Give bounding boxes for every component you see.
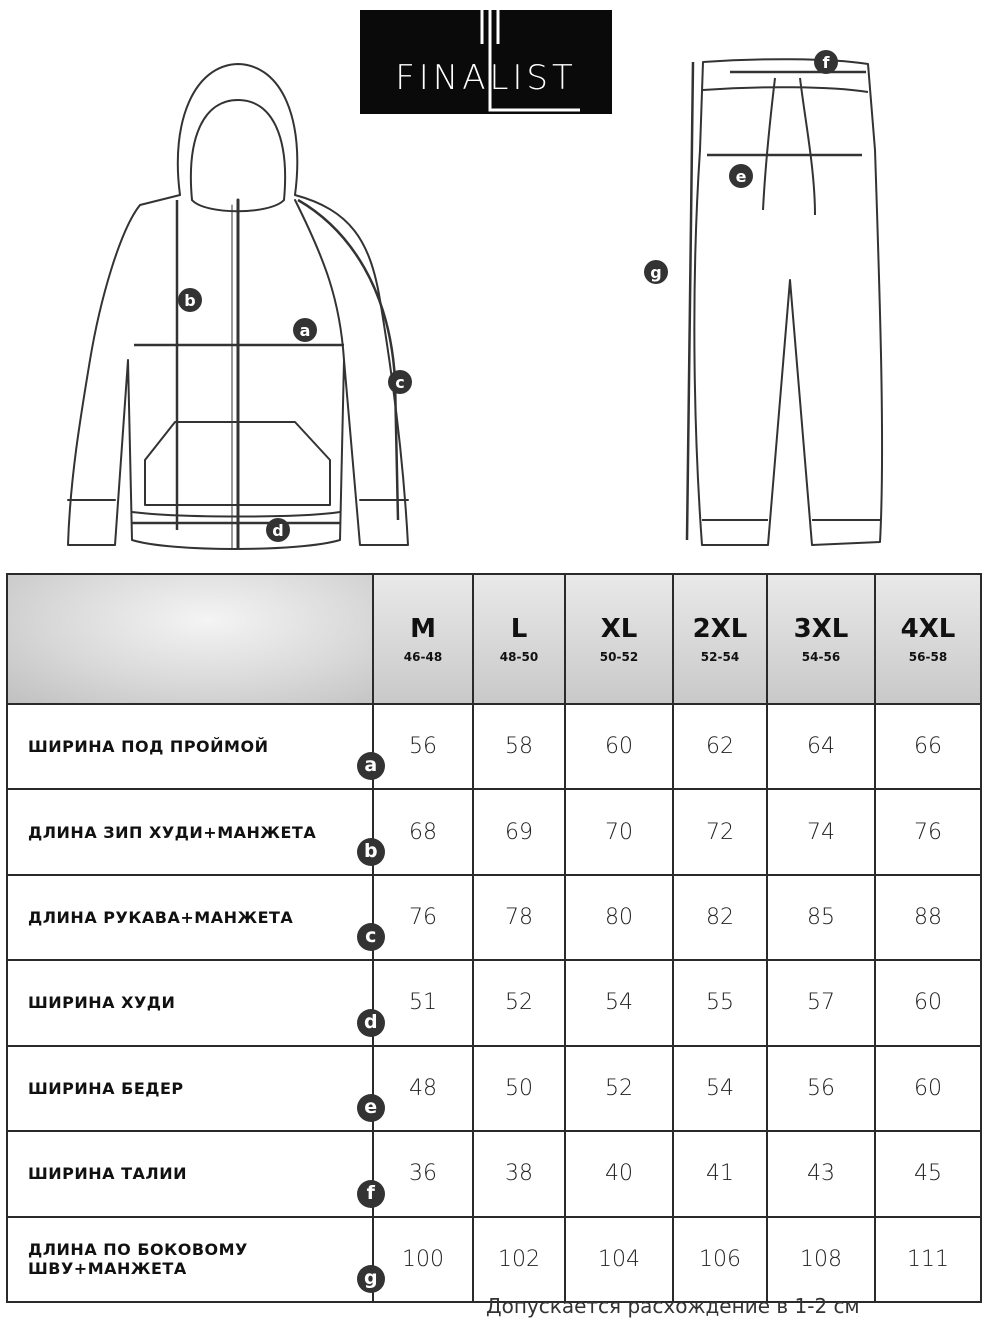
- table-row: [7, 960, 981, 1045]
- marker-c-text: c: [395, 373, 405, 392]
- row-label: ШИРИНА ТАЛИИ: [28, 1164, 187, 1184]
- table-cell: 68: [373, 789, 473, 874]
- pants-measure-lines: [687, 62, 866, 540]
- row-marker: c: [357, 923, 385, 951]
- table-cell: 52: [565, 1046, 673, 1131]
- marker-a-text: a: [299, 321, 311, 340]
- row-label: ШИРИНА БЕДЕР: [28, 1078, 184, 1098]
- table-cell: 56: [767, 1046, 875, 1131]
- table-cell: 57: [767, 960, 875, 1045]
- table-cell: 76: [373, 875, 473, 960]
- table-row: [7, 875, 981, 960]
- table-cell: 60: [875, 1046, 981, 1131]
- pants-markers: [644, 50, 838, 284]
- marker-g-text: g: [650, 263, 662, 282]
- table-row: [7, 789, 981, 874]
- marker-f-text: f: [822, 53, 830, 72]
- table-cell: 78: [473, 875, 565, 960]
- row-label: ШИРИНА ХУДИ: [28, 993, 176, 1013]
- size-header-3xl: 3XL 54-56: [767, 574, 875, 704]
- table-cell: 40: [565, 1131, 673, 1216]
- table-cell: 66: [875, 704, 981, 789]
- table-cell: 51: [373, 960, 473, 1045]
- row-label-cell: [7, 789, 379, 874]
- table-cell: 56: [373, 704, 473, 789]
- table-cell: 58: [473, 704, 565, 789]
- table-cell: 64: [767, 704, 875, 789]
- row-label-cell: [7, 1217, 379, 1302]
- table-cell: 36: [373, 1131, 473, 1216]
- row-label-cell: [7, 875, 377, 960]
- table-cell: 104: [565, 1217, 673, 1302]
- table-cell: 85: [767, 875, 875, 960]
- table-cell: 100: [373, 1217, 473, 1302]
- table-cell: 76: [875, 789, 981, 874]
- table-cell: 43: [767, 1131, 875, 1216]
- table-cell: 54: [565, 960, 673, 1045]
- table-row: [7, 1131, 981, 1216]
- row-marker: b: [357, 838, 385, 866]
- table-cell: 52: [473, 960, 565, 1045]
- pants-drawing: [694, 59, 882, 545]
- row-label-cell: [7, 1131, 376, 1216]
- row-marker: a: [357, 752, 385, 780]
- table-cell: 70: [565, 789, 673, 874]
- hoodie-markers: [178, 288, 412, 542]
- marker-d-text: d: [272, 521, 284, 540]
- table-cell: 54: [673, 1046, 767, 1131]
- table-cell: 55: [673, 960, 767, 1045]
- size-chart-table: [6, 573, 982, 1303]
- table-row: [7, 1046, 981, 1131]
- size-header-2xl: 2XL 52-54: [673, 574, 767, 704]
- tolerance-note: Допускается расхождение в 1-2 см: [486, 1294, 860, 1318]
- row-label: ДЛИНА ПО БОКОВОМУ ШВУ+МАНЖЕТА: [28, 1240, 248, 1279]
- table-cell: 48: [373, 1046, 473, 1131]
- hoodie-measure-lines: [132, 200, 398, 530]
- size-header-xl: XL 50-52: [565, 574, 673, 704]
- marker-b-text: b: [184, 291, 196, 310]
- table-cell: 74: [767, 789, 875, 874]
- row-label: ШИРИНА ПОД ПРОЙМОЙ: [28, 737, 269, 757]
- table-cell: 45: [875, 1131, 981, 1216]
- row-label: ДЛИНА РУКАВА+МАНЖЕТА: [28, 908, 294, 928]
- row-label: ДЛИНА ЗИП ХУДИ+МАНЖЕТА: [28, 822, 317, 842]
- row-label-cell: [7, 1046, 378, 1131]
- table-cell: 111: [875, 1217, 981, 1302]
- table-cell: 80: [565, 875, 673, 960]
- table-row: [7, 704, 981, 789]
- table-cell: 60: [565, 704, 673, 789]
- table-cell: 62: [673, 704, 767, 789]
- table-cell: 41: [673, 1131, 767, 1216]
- table-cell: 72: [673, 789, 767, 874]
- hoodie-drawing: [68, 64, 408, 549]
- table-cell: 69: [473, 789, 565, 874]
- size-header-4xl: 4XL 56-58: [875, 574, 981, 704]
- table-cell: 50: [473, 1046, 565, 1131]
- header-corner-cell: [7, 574, 373, 704]
- row-marker: f: [357, 1180, 385, 1208]
- row-label-cell: [7, 960, 379, 1045]
- table-cell: 102: [473, 1217, 565, 1302]
- size-header-m: M 46-48: [373, 574, 473, 704]
- size-header-row: [7, 574, 981, 704]
- row-marker: d: [357, 1009, 385, 1037]
- table-cell: 82: [673, 875, 767, 960]
- table-cell: 60: [875, 960, 981, 1045]
- row-marker: e: [357, 1094, 385, 1122]
- marker-e-text: e: [735, 167, 747, 186]
- row-marker: g: [357, 1265, 385, 1293]
- logo-text: FINALIST: [395, 58, 577, 98]
- table-cell: 38: [473, 1131, 565, 1216]
- table-cell: 108: [767, 1217, 875, 1302]
- garment-diagrams: [0, 0, 1000, 560]
- row-label-cell: [7, 704, 378, 789]
- table-cell: 88: [875, 875, 981, 960]
- size-header-l: L 48-50: [473, 574, 565, 704]
- table-cell: 106: [673, 1217, 767, 1302]
- table-row: [7, 1217, 981, 1302]
